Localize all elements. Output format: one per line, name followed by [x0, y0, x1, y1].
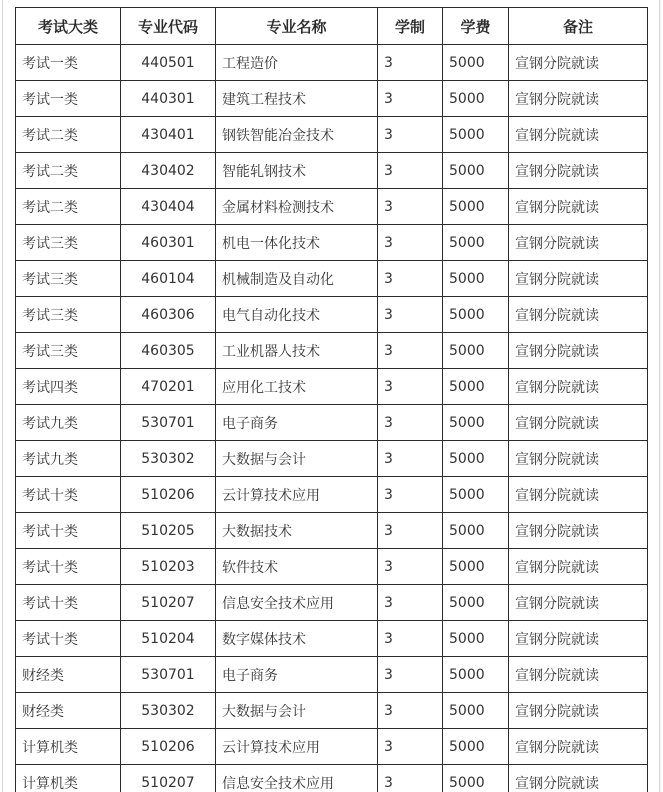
exam-category-cell: 考试二类	[16, 117, 121, 153]
table-row	[16, 549, 648, 585]
exam-category-cell: 考试三类	[16, 297, 121, 333]
table-row	[16, 729, 648, 765]
major-code-cell: 430402	[121, 153, 216, 189]
tuition-cell: 5000	[443, 45, 509, 81]
duration-cell: 3	[378, 549, 443, 585]
tuition-cell: 5000	[443, 153, 509, 189]
tuition-cell: 5000	[443, 225, 509, 261]
header-exam-category: 考试大类	[16, 8, 121, 45]
exam-category-cell: 考试九类	[16, 405, 121, 441]
remarks-cell: 宣钢分院就读	[509, 369, 648, 405]
major-name-cell: 信息安全技术应用	[216, 585, 378, 621]
exam-category-cell: 考试一类	[16, 81, 121, 117]
major-code-cell: 460104	[121, 261, 216, 297]
tuition-cell: 5000	[443, 369, 509, 405]
duration-cell: 3	[378, 261, 443, 297]
remarks-cell: 宣钢分院就读	[509, 261, 648, 297]
major-code-cell: 510206	[121, 729, 216, 765]
tuition-cell: 5000	[443, 261, 509, 297]
exam-category-cell: 考试十类	[16, 513, 121, 549]
exam-category-cell: 考试九类	[16, 441, 121, 477]
exam-category-cell: 考试十类	[16, 477, 121, 513]
duration-cell: 3	[378, 657, 443, 693]
table-row	[16, 585, 648, 621]
table-row	[16, 333, 648, 369]
major-name-cell: 机电一体化技术	[216, 225, 378, 261]
duration-cell: 3	[378, 333, 443, 369]
duration-cell: 3	[378, 585, 443, 621]
table-row	[16, 693, 648, 729]
tuition-cell: 5000	[443, 621, 509, 657]
exam-category-cell: 计算机类	[16, 729, 121, 765]
exam-category-cell: 财经类	[16, 693, 121, 729]
duration-cell: 3	[378, 405, 443, 441]
tuition-cell: 5000	[443, 693, 509, 729]
table-row	[16, 621, 648, 657]
duration-cell: 3	[378, 81, 443, 117]
table-row	[16, 369, 648, 405]
exam-category-cell: 考试四类	[16, 369, 121, 405]
remarks-cell: 宣钢分院就读	[509, 765, 648, 792]
major-name-cell: 大数据与会计	[216, 441, 378, 477]
major-code-cell: 530701	[121, 405, 216, 441]
major-name-cell: 电子商务	[216, 405, 378, 441]
table-row	[16, 297, 648, 333]
remarks-cell: 宣钢分院就读	[509, 621, 648, 657]
exam-category-cell: 考试三类	[16, 225, 121, 261]
remarks-cell: 宣钢分院就读	[509, 405, 648, 441]
major-code-cell: 440301	[121, 81, 216, 117]
tuition-cell: 5000	[443, 657, 509, 693]
remarks-cell: 宣钢分院就读	[509, 657, 648, 693]
remarks-cell: 宣钢分院就读	[509, 189, 648, 225]
major-name-cell: 数字媒体技术	[216, 621, 378, 657]
header-major-code: 专业代码	[121, 8, 216, 45]
duration-cell: 3	[378, 297, 443, 333]
tuition-cell: 5000	[443, 441, 509, 477]
major-code-cell: 510207	[121, 765, 216, 792]
duration-cell: 3	[378, 693, 443, 729]
remarks-cell: 宣钢分院就读	[509, 549, 648, 585]
tuition-cell: 5000	[443, 117, 509, 153]
duration-cell: 3	[378, 369, 443, 405]
table-body	[16, 45, 648, 792]
major-name-cell: 金属材料检测技术	[216, 189, 378, 225]
remarks-cell: 宣钢分院就读	[509, 81, 648, 117]
exam-category-cell: 考试十类	[16, 621, 121, 657]
duration-cell: 3	[378, 477, 443, 513]
table-row	[16, 261, 648, 297]
major-code-cell: 460301	[121, 225, 216, 261]
exam-category-cell: 考试二类	[16, 189, 121, 225]
duration-cell: 3	[378, 153, 443, 189]
tuition-cell: 5000	[443, 513, 509, 549]
remarks-cell: 宣钢分院就读	[509, 225, 648, 261]
remarks-cell: 宣钢分院就读	[509, 45, 648, 81]
tuition-cell: 5000	[443, 189, 509, 225]
exam-category-cell: 考试十类	[16, 585, 121, 621]
table-row	[16, 477, 648, 513]
remarks-cell: 宣钢分院就读	[509, 333, 648, 369]
major-code-cell: 510206	[121, 477, 216, 513]
duration-cell: 3	[378, 729, 443, 765]
major-code-cell: 430401	[121, 117, 216, 153]
remarks-cell: 宣钢分院就读	[509, 297, 648, 333]
duration-cell: 3	[378, 117, 443, 153]
table-row	[16, 225, 648, 261]
table-row	[16, 441, 648, 477]
header-remarks: 备注	[509, 8, 648, 45]
page-frame	[2, 0, 660, 792]
exam-category-cell: 考试一类	[16, 45, 121, 81]
header-row	[16, 8, 648, 45]
header-duration: 学制	[378, 8, 443, 45]
tuition-cell: 5000	[443, 549, 509, 585]
remarks-cell: 宣钢分院就读	[509, 477, 648, 513]
table-row	[16, 45, 648, 81]
major-code-cell: 510205	[121, 513, 216, 549]
header-tuition: 学费	[443, 8, 509, 45]
major-name-cell: 信息安全技术应用	[216, 765, 378, 792]
table-row	[16, 405, 648, 441]
table-row	[16, 189, 648, 225]
major-name-cell: 工业机器人技术	[216, 333, 378, 369]
major-name-cell: 电子商务	[216, 657, 378, 693]
exam-category-cell: 考试三类	[16, 261, 121, 297]
table-row	[16, 765, 648, 792]
major-name-cell: 机械制造及自动化	[216, 261, 378, 297]
major-code-cell: 460305	[121, 333, 216, 369]
remarks-cell: 宣钢分院就读	[509, 693, 648, 729]
major-code-cell: 430404	[121, 189, 216, 225]
remarks-cell: 宣钢分院就读	[509, 729, 648, 765]
table-row	[16, 117, 648, 153]
duration-cell: 3	[378, 45, 443, 81]
duration-cell: 3	[378, 513, 443, 549]
duration-cell: 3	[378, 765, 443, 792]
duration-cell: 3	[378, 189, 443, 225]
tuition-cell: 5000	[443, 585, 509, 621]
table-row	[16, 153, 648, 189]
table-row	[16, 81, 648, 117]
duration-cell: 3	[378, 621, 443, 657]
major-name-cell: 智能轧钢技术	[216, 153, 378, 189]
major-name-cell: 电气自动化技术	[216, 297, 378, 333]
major-code-cell: 530302	[121, 693, 216, 729]
tuition-cell: 5000	[443, 297, 509, 333]
major-name-cell: 建筑工程技术	[216, 81, 378, 117]
remarks-cell: 宣钢分院就读	[509, 513, 648, 549]
major-name-cell: 工程造价	[216, 45, 378, 81]
table-header	[16, 8, 648, 45]
major-code-cell: 510203	[121, 549, 216, 585]
tuition-cell: 5000	[443, 765, 509, 792]
duration-cell: 3	[378, 225, 443, 261]
tuition-cell: 5000	[443, 477, 509, 513]
exam-category-cell: 考试十类	[16, 549, 121, 585]
exam-category-cell: 考试三类	[16, 333, 121, 369]
exam-category-cell: 财经类	[16, 657, 121, 693]
exam-category-cell: 考试二类	[16, 153, 121, 189]
major-name-cell: 钢铁智能冶金技术	[216, 117, 378, 153]
tuition-cell: 5000	[443, 333, 509, 369]
tuition-cell: 5000	[443, 729, 509, 765]
tuition-cell: 5000	[443, 81, 509, 117]
major-name-cell: 云计算技术应用	[216, 477, 378, 513]
major-code-cell: 460306	[121, 297, 216, 333]
header-major-name: 专业名称	[216, 8, 378, 45]
remarks-cell: 宣钢分院就读	[509, 585, 648, 621]
majors-table	[15, 7, 648, 792]
table-row	[16, 513, 648, 549]
major-code-cell: 510207	[121, 585, 216, 621]
remarks-cell: 宣钢分院就读	[509, 117, 648, 153]
major-name-cell: 大数据与会计	[216, 693, 378, 729]
exam-category-cell: 计算机类	[16, 765, 121, 792]
tuition-cell: 5000	[443, 405, 509, 441]
duration-cell: 3	[378, 441, 443, 477]
major-name-cell: 云计算技术应用	[216, 729, 378, 765]
major-name-cell: 大数据技术	[216, 513, 378, 549]
major-name-cell: 应用化工技术	[216, 369, 378, 405]
remarks-cell: 宣钢分院就读	[509, 441, 648, 477]
major-code-cell: 470201	[121, 369, 216, 405]
major-name-cell: 软件技术	[216, 549, 378, 585]
major-code-cell: 510204	[121, 621, 216, 657]
table-row	[16, 657, 648, 693]
major-code-cell: 440501	[121, 45, 216, 81]
remarks-cell: 宣钢分院就读	[509, 153, 648, 189]
major-code-cell: 530302	[121, 441, 216, 477]
major-code-cell: 530701	[121, 657, 216, 693]
